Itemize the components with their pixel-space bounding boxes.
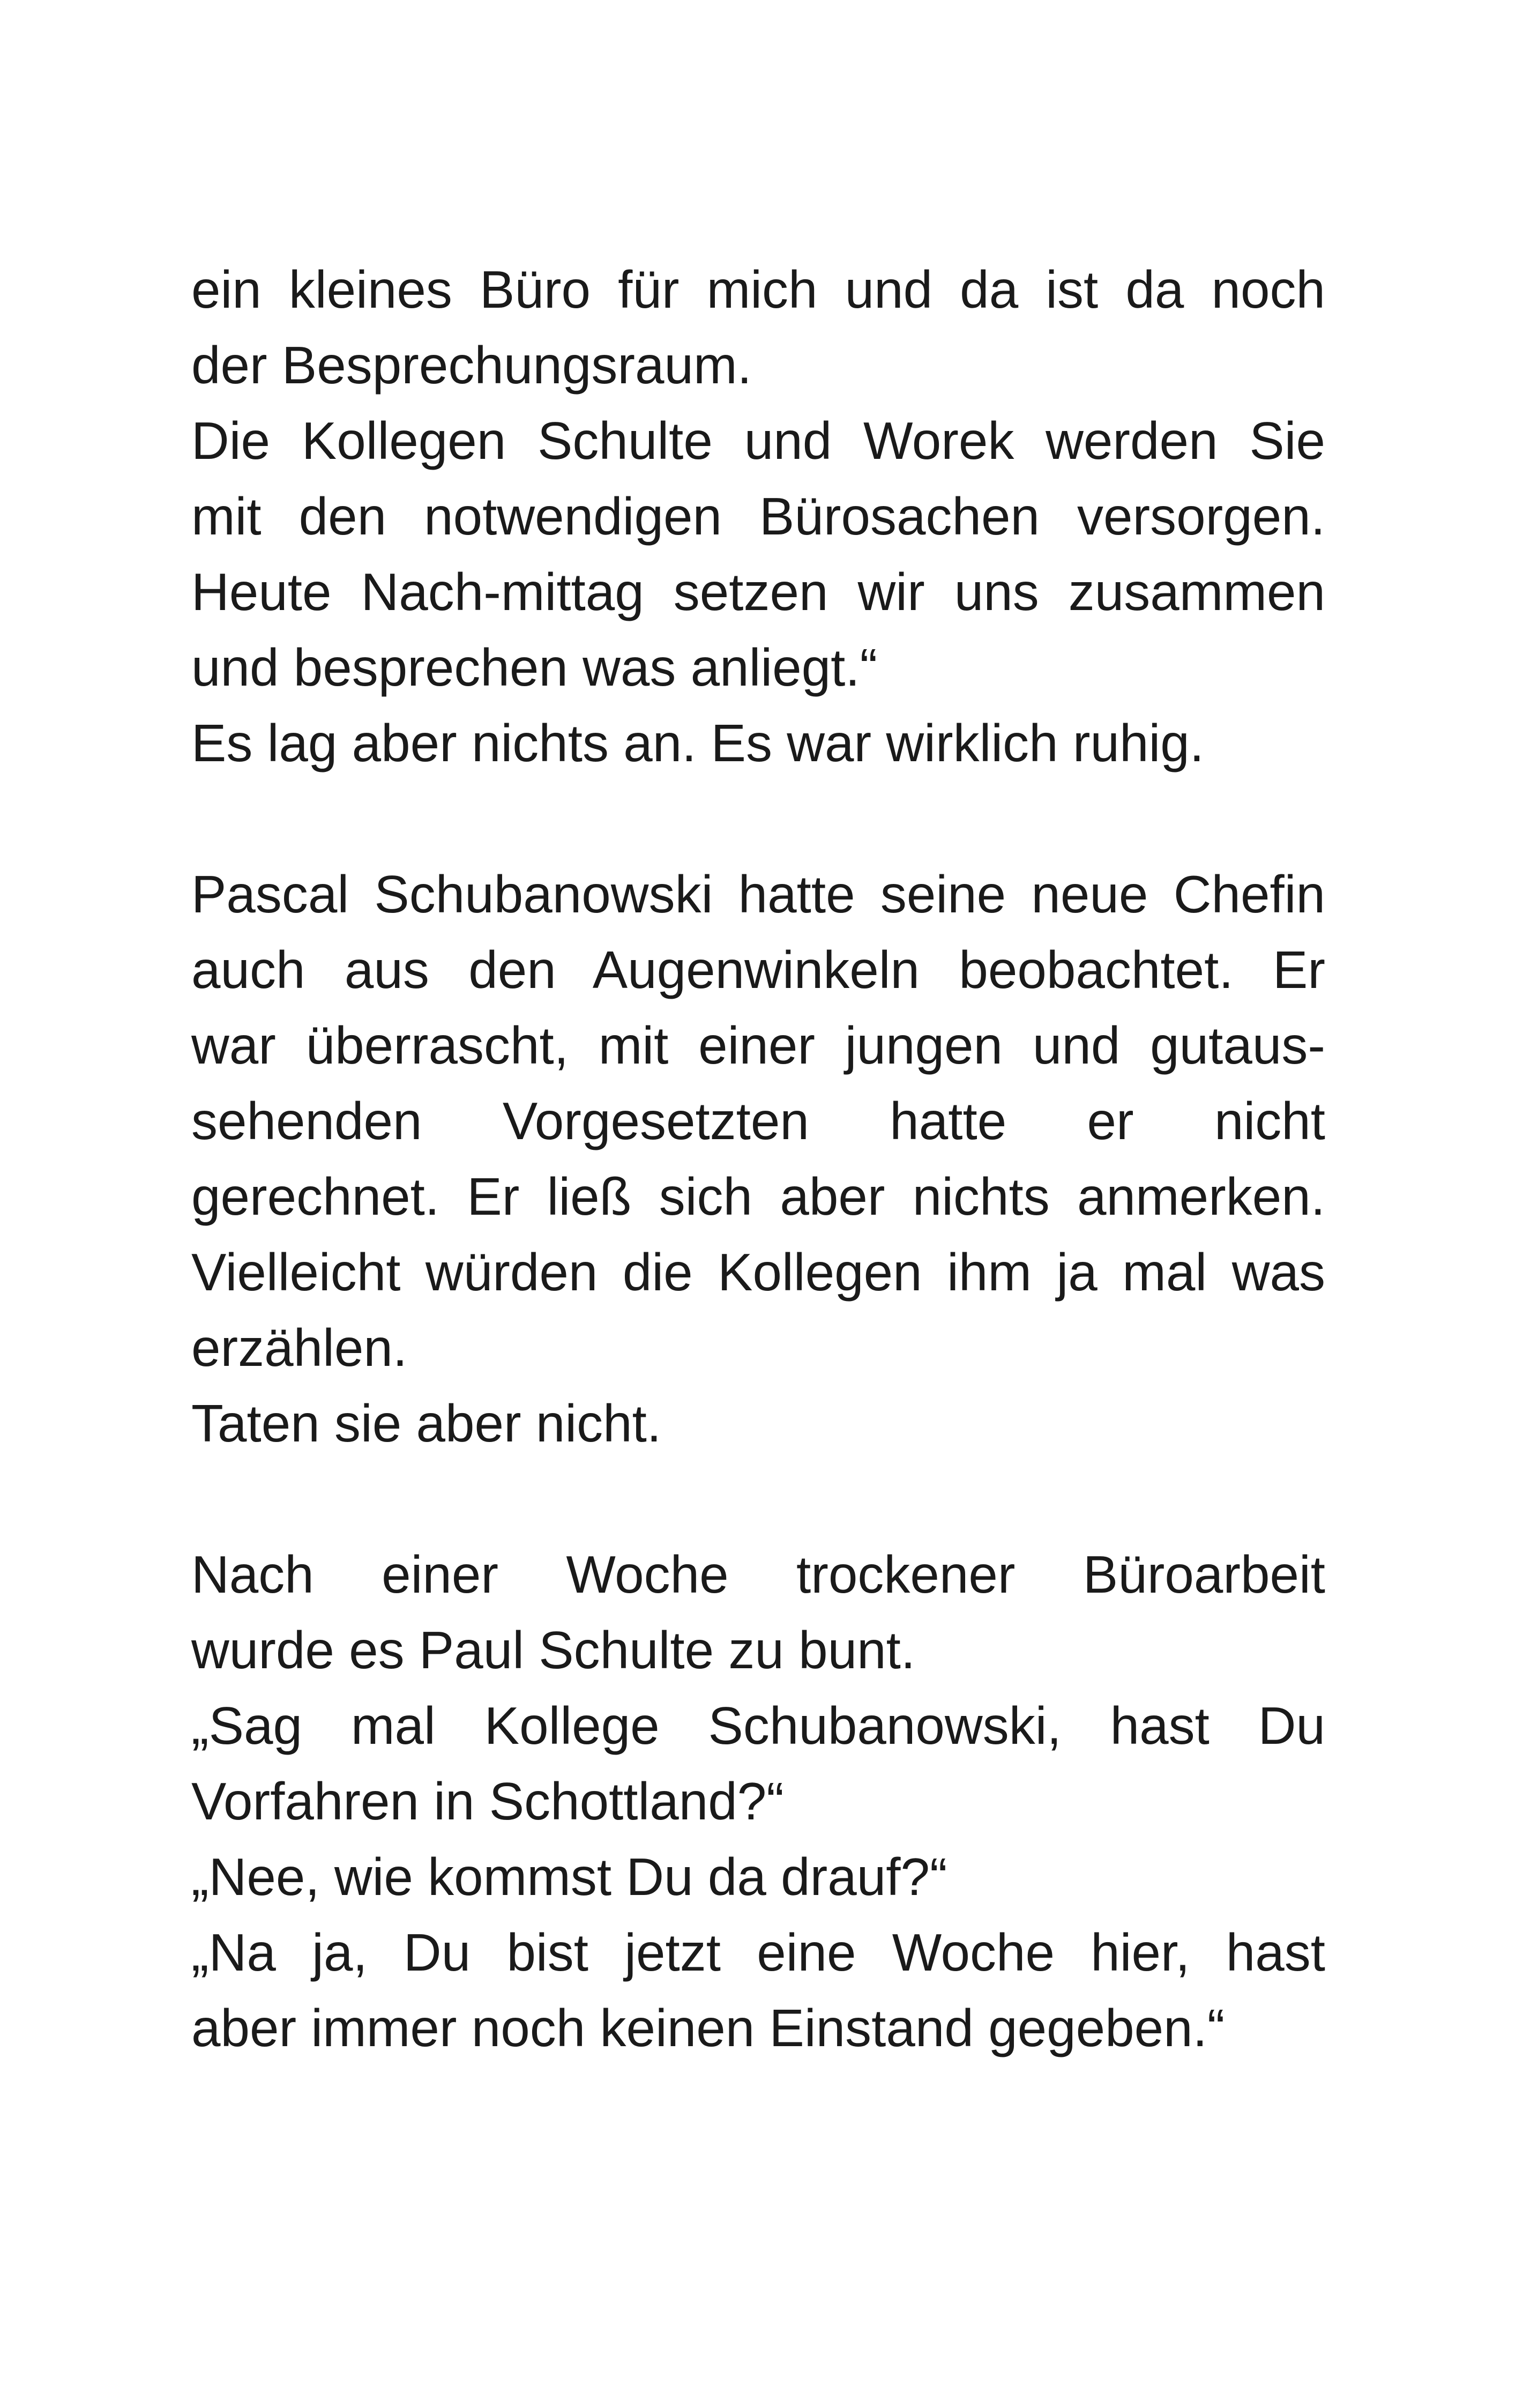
text-line: Taten sie aber nicht. [191, 1394, 662, 1453]
text-line: mit den notwendigen Bürosachen versorgen. [191, 487, 1325, 546]
paragraph-gap [191, 781, 1325, 857]
text-line: Es lag aber nichts an. Es war wirklich ruhig. [191, 714, 1204, 772]
text-line: Vorfahren in Schottland?“ [191, 1772, 784, 1831]
paragraph-gap [191, 1461, 1325, 1537]
text-line: Pascal Schubanowski hatte seine neue Chefin [191, 865, 1325, 924]
text-line: „Sag mal Kollege Schubanowski, hast Du [191, 1696, 1325, 1755]
text-line: „Nee, wie kommst Du da drauf?“ [191, 1847, 947, 1906]
text-line: erzählen. [191, 1318, 408, 1377]
text-line: auch aus den Augenwinkeln beobachtet. Er [191, 940, 1325, 999]
text-line: war überrascht, mit einer jungen und gutaus- [191, 1016, 1325, 1075]
text-line: Heute Nach-mittag setzen wir uns zusammen [191, 562, 1325, 621]
paragraph [191, 252, 1325, 781]
paragraph [191, 857, 1325, 1461]
text-line: der Besprechungsraum. [191, 336, 752, 395]
text-line: aber immer noch keinen Einstand gegeben.“ [191, 1998, 1225, 2057]
paragraph [191, 1537, 1325, 2066]
text-line: Vielleicht würden die Kollegen ihm ja mal was [191, 1243, 1325, 1302]
text-line: sehenden Vorgesetzten hatte er nicht [191, 1091, 1325, 1150]
text-line: Die Kollegen Schulte und Worek werden Sie [191, 411, 1325, 470]
text-line: Nach einer Woche trockener Büroarbeit [191, 1545, 1325, 1604]
text-line: ein kleines Büro für mich und da ist da noch [191, 260, 1325, 319]
text-line: und besprechen was anliegt.“ [191, 638, 878, 697]
text-line: wurde es Paul Schulte zu bunt. [191, 1621, 916, 1679]
text-line: gerechnet. Er ließ sich aber nichts anmerken. [191, 1167, 1325, 1226]
book-page-text [191, 252, 1325, 2066]
text-line: „Na ja, Du bist jetzt eine Woche hier, hast [191, 1923, 1325, 1982]
